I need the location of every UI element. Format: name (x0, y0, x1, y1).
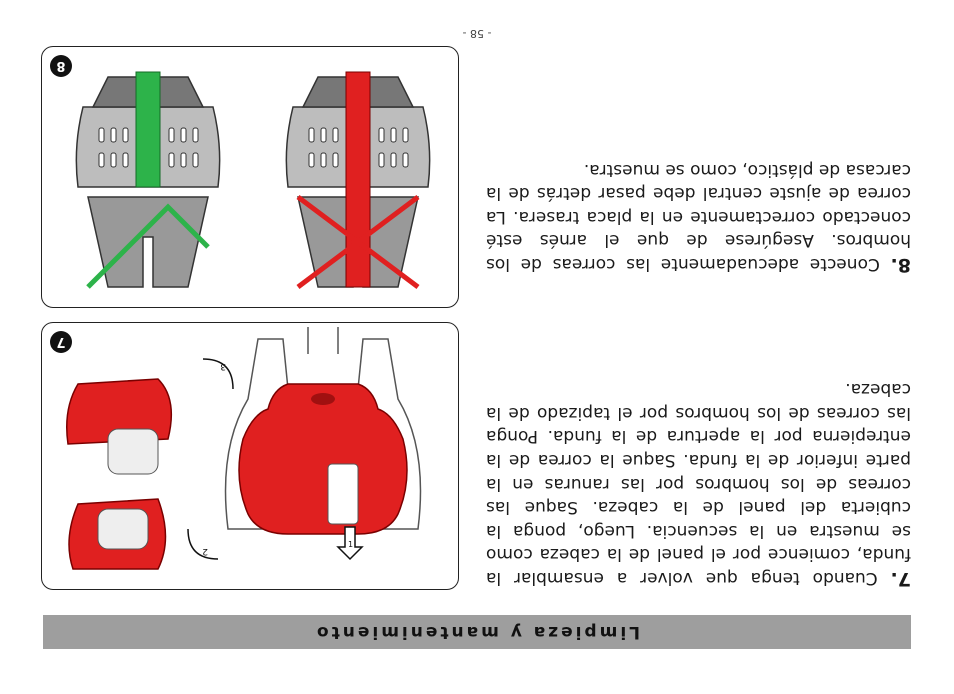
figure-7-illustration (42, 323, 458, 589)
seat-cover (239, 384, 407, 534)
page-number: - 58 - (462, 27, 492, 40)
figure-7-badge: 7 (50, 331, 72, 353)
cover-opening (328, 464, 358, 524)
step-7-number: 7. (890, 568, 911, 590)
section-title: Limpieza y mantenimiento (313, 622, 641, 642)
step-7-paragraph (486, 377, 911, 590)
step-8-text: Conecte adecuadamente las correas de los hombros. Asegúrese de que el arnés esté conectado correctamente en la placa trasera. La correa de ajuste central debe pasar detrás de la carcasa de plástico, como se muestra. (485, 159, 911, 274)
section-banner (43, 615, 911, 649)
correct-central-strap (136, 72, 160, 187)
arrow-3-label: 3 (220, 361, 226, 371)
cover-buckle-slot (311, 393, 335, 405)
wrong-routing-diagram (286, 72, 429, 287)
arrow-2-label: 2 (202, 546, 208, 556)
step-8 (486, 157, 911, 276)
figure-8-illustration (42, 47, 458, 307)
step-8-paragraph (486, 157, 911, 276)
figure-8 (41, 46, 459, 308)
arrow-1-label: 1 (348, 540, 354, 549)
step-8-number: 8. (890, 254, 911, 276)
headrest-cushion-bottom (98, 509, 148, 549)
step-7 (486, 377, 911, 590)
headrest-cushion-top (108, 429, 158, 474)
wrong-central-strap (346, 72, 370, 287)
figure-7 (41, 322, 459, 590)
figure-8-badge: 8 (50, 55, 72, 77)
step-7-text: Cuando tenga que volver a ensamblar la funda, comience por el panel de la cabeza como se muestra en la secuencia. Luego, ponga la cubierta del panel de la cabeza. Saque las correas de los hombros por las ranuras en la parte inferior de la funda. Saque la correa de la entrepierna por la apertura de la funda. Ponga las correas de los hombros por el tapizado de la cabeza. (485, 379, 911, 588)
correct-routing-diagram (76, 72, 219, 287)
arrow-3-icon (203, 359, 233, 389)
